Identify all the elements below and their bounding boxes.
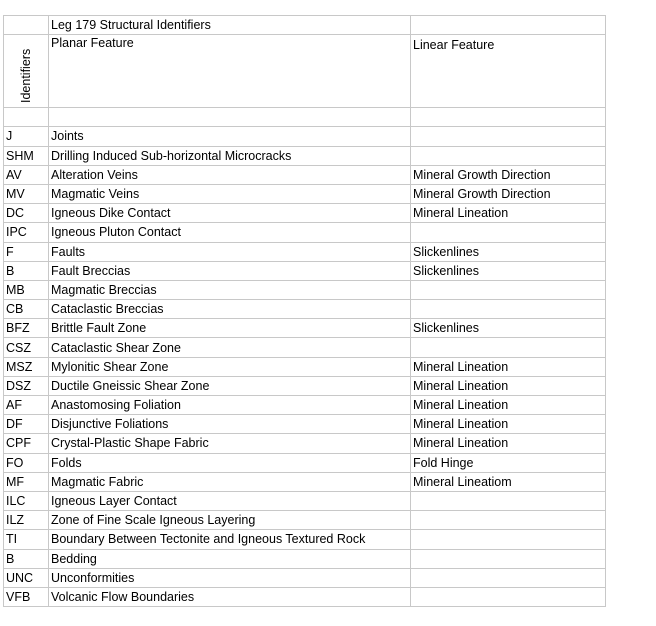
planar-feature-cell: Magmatic Fabric	[49, 472, 411, 491]
title-row	[4, 16, 606, 35]
identifier-cell: CPF	[4, 434, 49, 453]
linear-feature-cell	[411, 530, 606, 549]
spacer-cell	[411, 108, 606, 127]
planar-feature-cell: Volcanic Flow Boundaries	[49, 587, 411, 606]
identifier-cell: IPC	[4, 223, 49, 242]
identifier-cell: DSZ	[4, 376, 49, 395]
planar-feature-cell: Unconformities	[49, 568, 411, 587]
planar-feature-header: Planar Feature	[49, 35, 411, 108]
identifier-cell: CB	[4, 300, 49, 319]
identifier-cell: FO	[4, 453, 49, 472]
planar-feature-cell: Drilling Induced Sub-horizontal Microcracks	[49, 146, 411, 165]
title-empty-cell	[411, 16, 606, 35]
planar-feature-cell: Cataclastic Shear Zone	[49, 338, 411, 357]
linear-feature-cell	[411, 146, 606, 165]
identifier-cell: AV	[4, 165, 49, 184]
identifier-cell: TI	[4, 530, 49, 549]
table-row	[4, 146, 606, 165]
planar-feature-cell: Igneous Pluton Contact	[49, 223, 411, 242]
linear-feature-header	[411, 35, 606, 108]
linear-feature-cell: Slickenlines	[411, 261, 606, 280]
linear-feature-cell	[411, 223, 606, 242]
table-row	[4, 376, 606, 395]
planar-feature-cell: Igneous Dike Contact	[49, 204, 411, 223]
table-row	[4, 472, 606, 491]
table-row	[4, 396, 606, 415]
table-row	[4, 549, 606, 568]
identifier-cell: F	[4, 242, 49, 261]
planar-feature-cell: Magmatic Breccias	[49, 280, 411, 299]
identifiers-header-cell	[4, 35, 49, 108]
spacer-cell	[49, 108, 411, 127]
planar-feature-cell: Alteration Veins	[49, 165, 411, 184]
identifier-cell: B	[4, 549, 49, 568]
identifier-cell: UNC	[4, 568, 49, 587]
identifier-cell: MF	[4, 472, 49, 491]
linear-feature-cell: Mineral Growth Direction	[411, 165, 606, 184]
identifier-cell: VFB	[4, 587, 49, 606]
planar-feature-cell: Ductile Gneissic Shear Zone	[49, 376, 411, 395]
identifier-cell: ILC	[4, 491, 49, 510]
identifiers-table	[3, 15, 606, 607]
table-row	[4, 261, 606, 280]
title-blank-cell	[4, 16, 49, 35]
planar-feature-cell: Crystal-Plastic Shape Fabric	[49, 434, 411, 453]
linear-feature-cell	[411, 280, 606, 299]
table-row	[4, 434, 606, 453]
identifier-cell: DF	[4, 415, 49, 434]
linear-feature-cell: Mineral Lineation	[411, 396, 606, 415]
identifier-cell: BFZ	[4, 319, 49, 338]
linear-feature-cell: Slickenlines	[411, 242, 606, 261]
linear-feature-cell	[411, 127, 606, 146]
spacer-row	[4, 108, 606, 127]
table-row	[4, 223, 606, 242]
table-row	[4, 165, 606, 184]
identifier-cell: B	[4, 261, 49, 280]
planar-feature-cell: Zone of Fine Scale Igneous Layering	[49, 511, 411, 530]
spacer-cell	[4, 108, 49, 127]
identifier-cell: SHM	[4, 146, 49, 165]
planar-feature-cell: Faults	[49, 242, 411, 261]
linear-feature-cell	[411, 300, 606, 319]
table-row	[4, 204, 606, 223]
planar-feature-cell: Igneous Layer Contact	[49, 491, 411, 510]
linear-feature-cell: Mineral Lineation	[411, 376, 606, 395]
table-row	[4, 491, 606, 510]
linear-feature-cell: Mineral Growth Direction	[411, 184, 606, 203]
identifier-cell: J	[4, 127, 49, 146]
table-row	[4, 511, 606, 530]
identifiers-header: Identifiers	[19, 48, 33, 104]
identifier-cell: ILZ	[4, 511, 49, 530]
table-row	[4, 319, 606, 338]
planar-feature-cell: Bedding	[49, 549, 411, 568]
identifier-cell: DC	[4, 204, 49, 223]
linear-feature-cell: Mineral Lineation	[411, 204, 606, 223]
linear-feature-cell	[411, 338, 606, 357]
linear-feature-header-label: Linear Feature	[413, 38, 495, 53]
table-row	[4, 453, 606, 472]
planar-feature-cell: Magmatic Veins	[49, 184, 411, 203]
table-row	[4, 280, 606, 299]
table-row	[4, 357, 606, 376]
planar-feature-cell: Anastomosing Foliation	[49, 396, 411, 415]
table-row	[4, 127, 606, 146]
linear-feature-cell	[411, 587, 606, 606]
table-body	[4, 16, 606, 607]
linear-feature-cell: Mineral Lineation	[411, 415, 606, 434]
planar-feature-cell: Joints	[49, 127, 411, 146]
table-row	[4, 530, 606, 549]
table-row	[4, 242, 606, 261]
linear-feature-cell	[411, 549, 606, 568]
identifier-cell: AF	[4, 396, 49, 415]
planar-feature-cell: Cataclastic Breccias	[49, 300, 411, 319]
planar-feature-cell: Disjunctive Foliations	[49, 415, 411, 434]
identifier-cell: MSZ	[4, 357, 49, 376]
linear-feature-cell: Mineral Lineatiom	[411, 472, 606, 491]
table-row	[4, 568, 606, 587]
table-row	[4, 587, 606, 606]
table-row	[4, 184, 606, 203]
linear-feature-cell: Mineral Lineation	[411, 434, 606, 453]
table-row	[4, 338, 606, 357]
linear-feature-cell	[411, 511, 606, 530]
identifier-cell: MB	[4, 280, 49, 299]
planar-feature-cell: Folds	[49, 453, 411, 472]
table-title: Leg 179 Structural Identifiers	[49, 16, 411, 35]
table-row	[4, 300, 606, 319]
linear-feature-cell: Mineral Lineation	[411, 357, 606, 376]
header-row	[4, 35, 606, 108]
linear-feature-cell: Fold Hinge	[411, 453, 606, 472]
table-row	[4, 415, 606, 434]
linear-feature-cell	[411, 568, 606, 587]
linear-feature-cell	[411, 491, 606, 510]
identifier-cell: MV	[4, 184, 49, 203]
identifier-cell: CSZ	[4, 338, 49, 357]
linear-feature-cell: Slickenlines	[411, 319, 606, 338]
planar-feature-cell: Fault Breccias	[49, 261, 411, 280]
planar-feature-cell: Brittle Fault Zone	[49, 319, 411, 338]
planar-feature-cell: Boundary Between Tectonite and Igneous Textured Rock	[49, 530, 411, 549]
planar-feature-cell: Mylonitic Shear Zone	[49, 357, 411, 376]
